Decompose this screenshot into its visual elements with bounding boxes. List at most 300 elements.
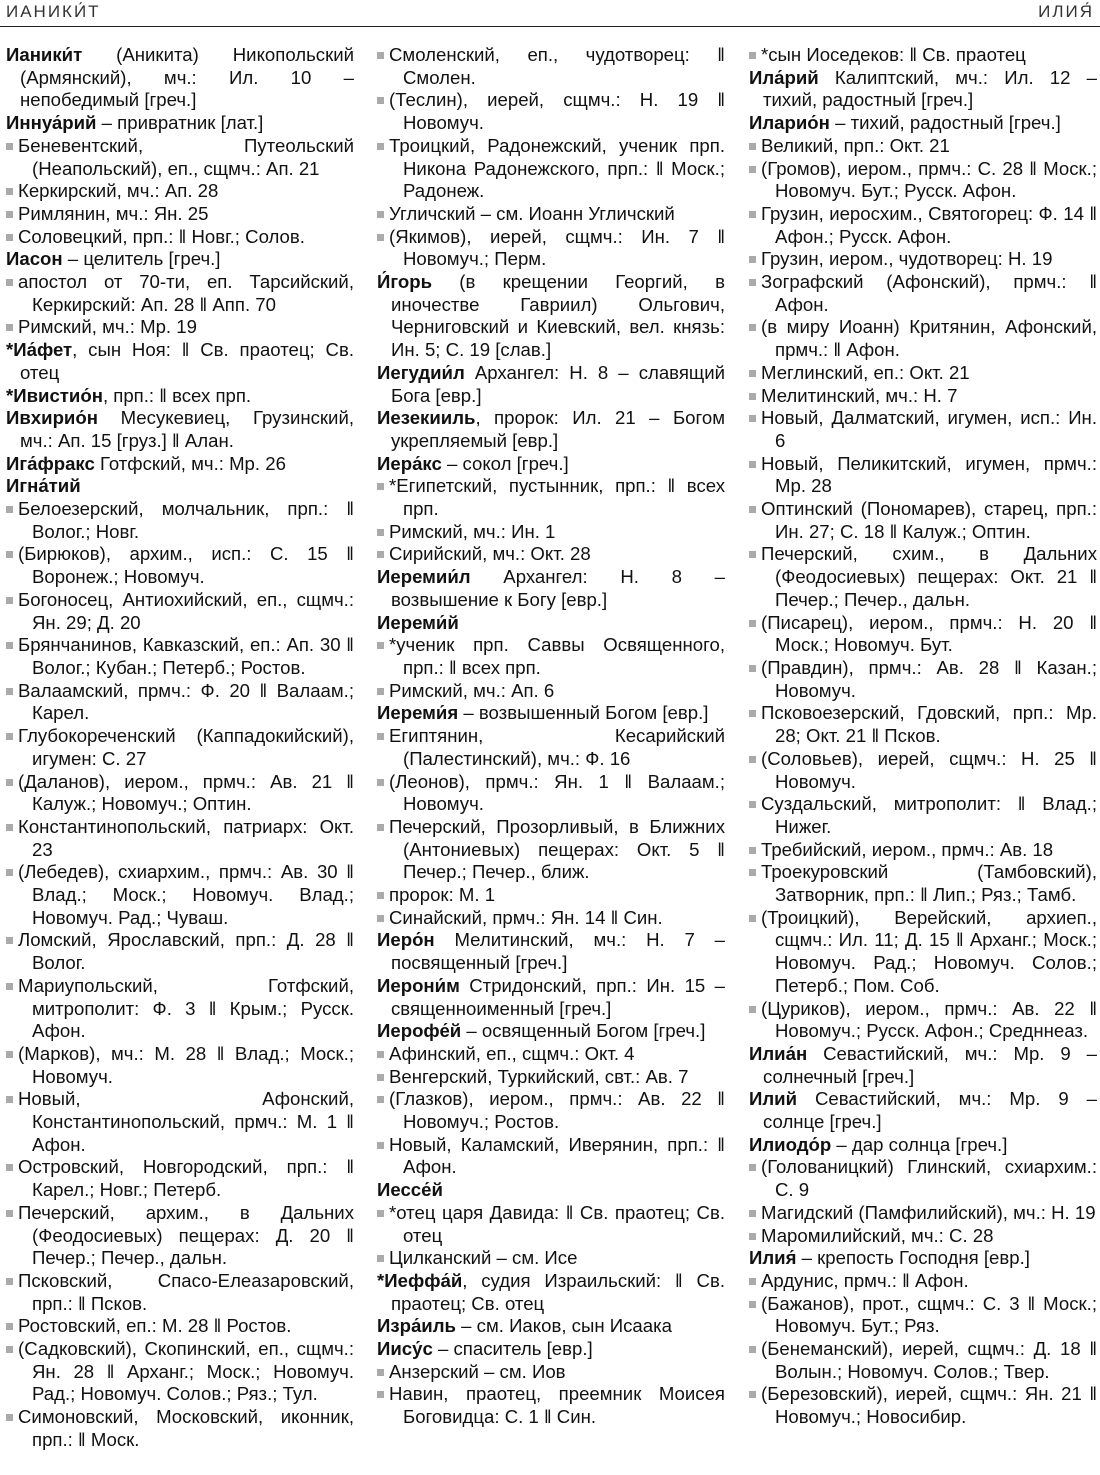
bullet-square-icon	[749, 665, 756, 672]
bullet-square-icon	[6, 937, 13, 944]
bullet-square-icon	[6, 642, 13, 649]
subentry	[6, 725, 354, 770]
entry-text: , прп.: ‖ всех прп.	[102, 384, 252, 406]
bullet-square-icon	[749, 1210, 756, 1217]
entry-text: – привратник [лат.]	[96, 112, 264, 134]
headword-entry	[377, 453, 725, 476]
entry-text: Грузин, иеросхим., Святогорец: Ф. 14 ‖ Афон.; Русск. Афон.	[761, 202, 1097, 247]
subentry	[377, 135, 725, 203]
entry-text: Троекуровский (Тамбовский), Затворник, прп.: ‖ Лип.; Ряз.; Тамб.	[761, 861, 1097, 906]
bullet-square-icon	[749, 506, 756, 513]
subentry	[377, 89, 725, 134]
subentry	[749, 385, 1097, 408]
dictionary-columns	[6, 44, 1096, 1474]
headword-entry	[377, 612, 725, 635]
running-header	[0, 0, 1100, 27]
subentry	[6, 816, 354, 861]
headword: Ианики́т	[6, 44, 83, 65]
entry-text: Месукевиец, Грузинский, мч.: Ап. 15 [груз.] ‖ Алан.	[20, 407, 354, 451]
subentry	[6, 180, 354, 203]
headword-entry	[749, 112, 1097, 135]
subentry	[6, 634, 354, 679]
entry-text: – крепость Господня [евр.]	[796, 1247, 1030, 1269]
entry-text: Венгерский, Туркийский, свт.: Ав. 7	[389, 1065, 689, 1087]
bullet-square-icon	[749, 756, 756, 763]
subentry	[6, 589, 354, 634]
bullet-square-icon	[6, 688, 13, 695]
entry-text: (Бенеманский), иерей, сщмч.: Д. 18 ‖ Волын.; Новомуч. Солов.; Твер.	[761, 1338, 1097, 1382]
entry-text: – освященный Богом [греч.]	[461, 1020, 706, 1042]
headword: *Иа́фет	[6, 339, 73, 361]
bullet-square-icon	[6, 1414, 13, 1421]
bullet-square-icon	[6, 1278, 13, 1285]
subentry	[377, 44, 725, 89]
subentry	[6, 1156, 354, 1201]
subentry	[377, 1088, 725, 1133]
entry-text: Брянчанинов, Кавказский, еп.: Ап. 30 ‖ Волог.; Кубан.; Петерб.; Ростов.	[18, 634, 354, 678]
headword-entry	[6, 44, 354, 112]
subentry	[377, 1043, 725, 1066]
headword-entry	[6, 475, 354, 498]
headword: Иеремии́л	[377, 566, 471, 588]
headword: Иезекииль	[377, 407, 476, 429]
headword-entry	[6, 112, 354, 135]
entry-text: Новый, Далматский, игумен, исп.: Ин. 6	[761, 407, 1097, 451]
bullet-square-icon	[377, 1142, 384, 1149]
subentry	[6, 498, 354, 543]
headword: Иерони́м	[377, 974, 460, 996]
bullet-square-icon	[749, 166, 756, 173]
entry-text: Грузин, иером., чудотворец: Н. 19	[761, 248, 1053, 270]
headword: Иеро́н	[377, 929, 435, 951]
entry-text: Маромилийский, мч.: С. 28	[761, 1224, 994, 1246]
bullet-square-icon	[6, 324, 13, 331]
bullet-square-icon	[6, 1164, 13, 1171]
subentry	[6, 1270, 354, 1315]
bullet-square-icon	[749, 620, 756, 627]
entry-text: (Соловьев), иерей, сщмч.: Н. 25 ‖ Новомуч.	[761, 747, 1097, 792]
entry-text: Богоносец, Антиохийский, еп., сщмч.: Ян. 29; Д. 20	[18, 588, 354, 633]
entry-text: Островский, Новгородский, прп.: ‖ Карел.; Новг.; Петерб.	[18, 1156, 354, 1201]
headword: Ига́фракс	[6, 452, 95, 474]
bullet-square-icon	[749, 324, 756, 331]
bullet-square-icon	[749, 1278, 756, 1285]
subentry	[749, 861, 1097, 906]
entry-text: (Писарец), иером., прмч.: Н. 20 ‖ Моск.; Новомуч. Бут.	[761, 611, 1097, 656]
bullet-square-icon	[6, 1096, 13, 1103]
entry-text: – тихий, радостный [греч.]	[829, 112, 1061, 134]
headword: Ивхирио́н	[6, 407, 98, 429]
entry-text: – дар солнца [греч.]	[831, 1133, 1008, 1155]
subentry	[749, 1156, 1097, 1201]
headword: Илия́	[749, 1247, 797, 1269]
bullet-square-icon	[749, 801, 756, 808]
entry-text: Цилканский – см. Исе	[389, 1247, 578, 1269]
headword-entry	[6, 385, 354, 408]
subentry	[377, 226, 725, 271]
bullet-square-icon	[6, 824, 13, 831]
headword-entry	[377, 929, 725, 974]
entry-text: Мелитинский, мч.: Н. 7	[761, 384, 958, 406]
column-1	[6, 44, 354, 1452]
subentry	[749, 748, 1097, 793]
bullet-square-icon	[749, 461, 756, 468]
entry-text: Ломский, Ярославский, прп.: Д. 28 ‖ Волог.	[18, 929, 354, 974]
subentry	[6, 316, 354, 339]
bullet-square-icon	[6, 1051, 13, 1058]
entry-text: (Теслин), иерей, сщмч.: Н. 19 ‖ Новомуч.	[389, 89, 725, 134]
entry-text: Печерский, схим., в Дальних (Феодосиевых) пещерах: Окт. 21 ‖ Печер.; Печер., дальн.	[761, 543, 1097, 610]
headword: Иасон	[6, 248, 63, 270]
bullet-square-icon	[377, 915, 384, 922]
bullet-square-icon	[377, 143, 384, 150]
subentry	[6, 203, 354, 226]
subentry	[6, 680, 354, 725]
entry-text: Печерский, архим., в Дальних (Феодосиевых) пещерах: Д. 20 ‖ Печер.; Печер., дальн.	[18, 1201, 354, 1269]
bullet-square-icon	[377, 483, 384, 490]
entry-text: , судия Израильский: ‖ Св. праотец; Св. отец	[391, 1269, 725, 1314]
headword: Илий	[749, 1088, 798, 1110]
entry-text: , сын Ноя: ‖ Св. праотец; Св. отец	[20, 339, 354, 383]
headword-entry	[377, 407, 725, 452]
bullet-square-icon	[377, 529, 384, 536]
subentry	[6, 1088, 354, 1156]
bullet-square-icon	[749, 211, 756, 218]
entry-text: , пророк: Ил. 21 – Богом укрепляемый [евр.]	[391, 407, 725, 451]
bullet-square-icon	[377, 1391, 384, 1398]
subentry	[749, 657, 1097, 702]
bullet-square-icon	[749, 256, 756, 263]
entry-text: Готфский, мч.: Мр. 26	[94, 452, 286, 474]
subentry	[749, 135, 1097, 158]
subentry	[6, 929, 354, 974]
subentry	[749, 407, 1097, 452]
entry-text: *отец царя Давида: ‖ Св. праотец; Св. отец	[389, 1201, 725, 1246]
bullet-square-icon	[749, 1233, 756, 1240]
bullet-square-icon	[377, 892, 384, 899]
entry-text: Беневентский, Путеольский (Неапольский), еп., сщмч.: Ап. 21	[18, 134, 354, 179]
bullet-square-icon	[377, 1096, 384, 1103]
subentry	[6, 135, 354, 180]
bullet-square-icon	[749, 279, 756, 286]
entry-text: Керкирский, мч.: Ап. 28	[18, 180, 219, 202]
subentry	[749, 612, 1097, 657]
entry-text: Новый, Афонский, Константинопольский, прмч.: М. 1 ‖ Афон.	[18, 1088, 354, 1155]
bullet-square-icon	[749, 1164, 756, 1171]
bullet-square-icon	[749, 415, 756, 422]
bullet-square-icon	[749, 1391, 756, 1398]
headword: Иессе́й	[377, 1179, 443, 1201]
headword: Иера́кс	[377, 452, 442, 474]
entry-text: Египтянин, Кесарийский (Палестинский), мч.: Ф. 16	[389, 725, 725, 769]
bullet-square-icon	[749, 52, 756, 59]
bullet-square-icon	[6, 143, 13, 150]
bullet-square-icon	[749, 847, 756, 854]
headword: Иегудии́л	[377, 361, 465, 383]
entry-text: Новый, Каламский, Иверянин, прп.: ‖ Афон.	[389, 1133, 725, 1178]
entry-text: Римский, мч.: Ап. 6	[389, 679, 555, 701]
bullet-square-icon	[6, 551, 13, 558]
bullet-square-icon	[749, 143, 756, 150]
subentry	[6, 975, 354, 1043]
entry-text: Глубокореченский (Каппадокийский), игумен: С. 27	[18, 725, 354, 769]
entry-text: – сокол [греч.]	[441, 452, 569, 474]
subentry	[6, 1043, 354, 1088]
subentry	[749, 44, 1097, 67]
entry-text: (Садковский), Скопинский, еп., сщмч.: Ян. 28 ‖ Арханг.; Моск.; Новомуч. Рад.; Новомуч. Солов.; Ряз.; Тул.	[18, 1338, 354, 1405]
entry-text: *Египетский, пустынник, прп.: ‖ всех прп.	[389, 475, 725, 520]
entry-text: Требийский, иером., прмч.: Ав. 18	[761, 838, 1054, 860]
subentry	[749, 1338, 1097, 1383]
bullet-square-icon	[6, 506, 13, 513]
subentry	[749, 839, 1097, 862]
entry-text: (Леонов), прмч.: Ян. 1 ‖ Валаам.; Новомуч.	[389, 770, 725, 815]
headword: Ила́рий	[749, 66, 819, 88]
entry-text: (Бирюков), архим., исп.: С. 15 ‖ Воронеж.; Новомуч.	[18, 543, 354, 588]
headword: Иларио́н	[749, 112, 830, 134]
subentry	[377, 203, 725, 226]
subentry	[377, 1247, 725, 1270]
bullet-square-icon	[749, 1301, 756, 1308]
entry-text: Римский, мч.: Ин. 1	[389, 520, 556, 542]
subentry	[377, 680, 725, 703]
entry-text: Зографский (Афонский), прмч.: ‖ Афон.	[761, 271, 1097, 315]
header-right: ИЛИЯ́	[1038, 2, 1094, 21]
entry-text: (Аникита) Никопольский (Армянский), мч.: Ил. 10 – непобедимый [греч.]	[20, 44, 354, 111]
subentry	[749, 203, 1097, 248]
subentry	[6, 1315, 354, 1338]
entry-text: Стридонский, прп.: Ин. 15 – священноименный [греч.]	[391, 974, 725, 1019]
subentry	[749, 1270, 1097, 1293]
headword: Илиодо́р	[749, 1133, 832, 1155]
headword: И́горь	[377, 271, 433, 293]
subentry	[6, 543, 354, 588]
headword-entry	[377, 566, 725, 611]
bullet-square-icon	[377, 1369, 384, 1376]
entry-text: Константинопольский, патриарх: Окт. 23	[18, 815, 354, 860]
bullet-square-icon	[749, 551, 756, 558]
subentry	[749, 362, 1097, 385]
headword: Изра́иль	[377, 1315, 456, 1337]
entry-text: Меглинский, еп.: Окт. 21	[761, 361, 970, 383]
bullet-square-icon	[6, 779, 13, 786]
entry-text: Валаамский, прмч.: Ф. 20 ‖ Валаам.; Карел.	[18, 679, 354, 724]
bullet-square-icon	[377, 779, 384, 786]
subentry	[749, 793, 1097, 838]
entry-text: (в миру Иоанн) Критянин, Афонский, прмч.: ‖ Афон.	[761, 316, 1097, 361]
subentry	[377, 771, 725, 816]
subentry	[377, 816, 725, 884]
subentry	[377, 521, 725, 544]
subentry	[749, 271, 1097, 316]
headword: *Ивистио́н	[6, 384, 103, 406]
entry-text: Угличский – см. Иоанн Угличский	[389, 202, 675, 224]
bullet-square-icon	[6, 211, 13, 218]
subentry	[6, 861, 354, 929]
bullet-square-icon	[377, 1074, 384, 1081]
headword-entry	[377, 362, 725, 407]
entry-text: (Голованицкий) Глинский, схиархим.: С. 9	[761, 1156, 1097, 1201]
headword-entry	[377, 702, 725, 725]
entry-text: Севастийский, мч.: Мр. 9 – солнечный [греч.]	[763, 1042, 1097, 1087]
entry-text: Римлянин, мч.: Ян. 25	[18, 202, 209, 224]
headword: Иерофе́й	[377, 1020, 462, 1042]
entry-text: Афинский, еп., сщмч.: Окт. 4	[389, 1042, 635, 1064]
bullet-square-icon	[377, 1051, 384, 1058]
bullet-square-icon	[749, 869, 756, 876]
entry-text: (Троицкий), Верейский, архиеп., сщмч.: Ил. 11; Д. 15 ‖ Арханг.; Моск.; Новомуч. Рад.; Новомуч. Солов.; Петерб.; Пом. Соб.	[761, 906, 1097, 996]
bullet-square-icon	[749, 915, 756, 922]
subentry	[377, 543, 725, 566]
entry-text: Троицкий, Радонежский, ученик прп. Никона Радонежского, прп.: ‖ Моск.; Радонеж.	[389, 134, 725, 202]
headword-entry	[377, 1270, 725, 1315]
bullet-square-icon	[749, 1346, 756, 1353]
bullet-square-icon	[6, 1210, 13, 1217]
entry-text: Севастийский, мч.: Мр. 9 – солнце [греч.]	[763, 1088, 1097, 1133]
entry-text: Калиптский, мч.: Ил. 12 – тихий, радостный [греч.]	[763, 66, 1097, 111]
entry-text: – возвышенный Богом [евр.]	[458, 702, 709, 724]
entry-text: Псковский, Спасо-Елеазаровский, прп.: ‖ Псков.	[18, 1269, 354, 1314]
bullet-square-icon	[6, 1346, 13, 1353]
subentry	[377, 1361, 725, 1384]
subentry	[377, 1134, 725, 1179]
subentry	[6, 1406, 354, 1451]
entry-text: пророк: М. 1	[389, 884, 496, 906]
bullet-square-icon	[6, 869, 13, 876]
bullet-square-icon	[377, 551, 384, 558]
subentry	[749, 998, 1097, 1043]
entry-text: Ростовский, еп.: М. 28 ‖ Ростов.	[18, 1315, 292, 1337]
header-left: ИАНИКИ́Т	[6, 2, 101, 21]
bullet-square-icon	[749, 710, 756, 717]
subentry	[749, 498, 1097, 543]
entry-text: (в крещении Георгий, в иночестве Гавриил) Ольгович, Черниговский и Киевский, вел. князь: Ин. 5; С. 19 [слав.]	[391, 271, 725, 361]
bullet-square-icon	[6, 234, 13, 241]
entry-text: Псковоезерский, Гдовский, прп.: Мр. 28; Окт. 21 ‖ Псков.	[761, 702, 1097, 747]
subentry	[6, 226, 354, 249]
headword-entry	[6, 248, 354, 271]
bullet-square-icon	[6, 983, 13, 990]
bullet-square-icon	[377, 1255, 384, 1262]
subentry	[6, 1338, 354, 1406]
bullet-square-icon	[6, 188, 13, 195]
entry-text: (Бажанов), прот., сщмч.: С. 3 ‖ Моск.; Новомуч. Бут.; Ряз.	[761, 1292, 1097, 1337]
entry-text: Соловецкий, прп.: ‖ Новг.; Солов.	[18, 225, 305, 247]
headword: Игна́тий	[6, 475, 81, 497]
subentry	[377, 475, 725, 520]
entry-text: Суздальский, митрополит: ‖ Влад.; Нижег.	[761, 793, 1097, 837]
entry-text: *сын Иоседеков: ‖ Св. праотец	[761, 44, 1026, 65]
subentry	[749, 907, 1097, 998]
entry-text: Печерский, Прозорливый, в Ближних (Антониевых) пещерах: Окт. 5 ‖ Печер.; Печер., ближ.	[389, 815, 725, 883]
bullet-square-icon	[749, 370, 756, 377]
subentry	[749, 316, 1097, 361]
column-3	[749, 44, 1097, 1429]
headword: Иису́с	[377, 1338, 433, 1360]
headword-entry	[377, 1020, 725, 1043]
subentry	[749, 1383, 1097, 1428]
column-2	[377, 44, 725, 1429]
bullet-square-icon	[377, 1210, 384, 1217]
bullet-square-icon	[377, 234, 384, 241]
entry-text: Мариупольский, Готфский, митрополит: Ф. 3 ‖ Крым.; Русск. Афон.	[18, 974, 354, 1042]
bullet-square-icon	[377, 211, 384, 218]
subentry	[377, 1066, 725, 1089]
headword: Илиа́н	[749, 1042, 808, 1064]
headword-entry	[749, 1247, 1097, 1270]
entry-text: Анзерский – см. Иов	[389, 1360, 566, 1382]
entry-text: Архангел: Н. 8 – возвышение к Богу [евр.]	[391, 566, 725, 610]
subentry	[749, 1202, 1097, 1225]
bullet-square-icon	[377, 52, 384, 59]
entry-text: (Даланов), иером., прмч.: Ав. 21 ‖ Калуж.; Новомуч.; Оптин.	[18, 770, 354, 815]
headword-entry	[749, 67, 1097, 112]
entry-text: Смоленский, еп., чудотворец: ‖ Смолен.	[389, 44, 725, 88]
subentry	[749, 248, 1097, 271]
subentry	[377, 725, 725, 770]
subentry	[6, 771, 354, 816]
headword-entry	[749, 1088, 1097, 1133]
headword-entry	[6, 453, 354, 476]
entry-text: (Березовский), иерей, сщмч.: Ян. 21 ‖ Новомуч.; Новосибир.	[761, 1383, 1097, 1428]
bullet-square-icon	[749, 1006, 756, 1013]
bullet-square-icon	[6, 597, 13, 604]
bullet-square-icon	[377, 97, 384, 104]
entry-text: Навин, праотец, преемник Моисея Боговидца: С. 1 ‖ Син.	[389, 1383, 725, 1428]
subentry	[749, 453, 1097, 498]
headword-entry	[749, 1043, 1097, 1088]
headword: *Иеффа́й	[377, 1269, 463, 1291]
entry-text: Архангел: Н. 8 – славящий Бога [евр.]	[391, 361, 725, 406]
headword-entry	[377, 271, 725, 362]
entry-text: (Громов), иером., прмч.: С. 28 ‖ Моск.; Новомуч. Бут.; Русск. Афон.	[761, 157, 1097, 202]
entry-text: Новый, Пеликитский, игумен, прмч.: Мр. 28	[761, 452, 1097, 497]
entry-text: Ардунис, прмч.: ‖ Афон.	[761, 1269, 969, 1291]
headword-entry	[377, 975, 725, 1020]
headword: Иереми́й	[377, 611, 459, 633]
entry-text: Оптинский (Пономарев), старец, прп.: Ин. 27; С. 18 ‖ Калуж.; Оптин.	[761, 498, 1097, 542]
subentry	[377, 884, 725, 907]
headword-entry	[6, 407, 354, 452]
entry-text: Симоновский, Московский, иконник, прп.: ‖ Моск.	[18, 1406, 354, 1450]
entry-text: (Цуриков), иером., прмч.: Ав. 22 ‖ Новомуч.; Русск. Афон.; Средннеаз.	[761, 997, 1097, 1042]
entry-text: Мелитинский, мч.: Н. 7 – посвященный [греч.]	[391, 929, 725, 974]
entry-text: Великий, прп.: Окт. 21	[761, 134, 950, 156]
entry-text: апостол от 70-ти, еп. Тарсийский, Керкирский: Ап. 28 ‖ Апп. 70	[18, 271, 354, 315]
entry-text: Сирийский, мч.: Окт. 28	[389, 543, 591, 565]
headword-entry	[377, 1338, 725, 1361]
headword-entry	[377, 1179, 725, 1202]
entry-text: (Якимов), иерей, сщмч.: Ин. 7 ‖ Новомуч.; Перм.	[389, 225, 725, 270]
headword: Иереми́я	[377, 702, 459, 724]
subentry	[377, 634, 725, 679]
headword-entry	[6, 339, 354, 384]
subentry	[377, 1202, 725, 1247]
subentry	[6, 1202, 354, 1270]
subentry	[749, 158, 1097, 203]
entry-text: – целитель [греч.]	[62, 248, 221, 270]
subentry	[377, 1383, 725, 1428]
bullet-square-icon	[377, 642, 384, 649]
headword-entry	[749, 1134, 1097, 1157]
entry-text: (Глазков), иером., прмч.: Ав. 22 ‖ Новомуч.; Ростов.	[389, 1088, 725, 1133]
bullet-square-icon	[6, 1323, 13, 1330]
entry-text: – спаситель [евр.]	[432, 1338, 593, 1360]
entry-text: (Марков), мч.: М. 28 ‖ Влад.; Моск.; Новомуч.	[18, 1042, 354, 1087]
entry-text: – см. Иаков, сын Исаака	[455, 1315, 672, 1337]
subentry	[377, 907, 725, 930]
subentry	[749, 1293, 1097, 1338]
